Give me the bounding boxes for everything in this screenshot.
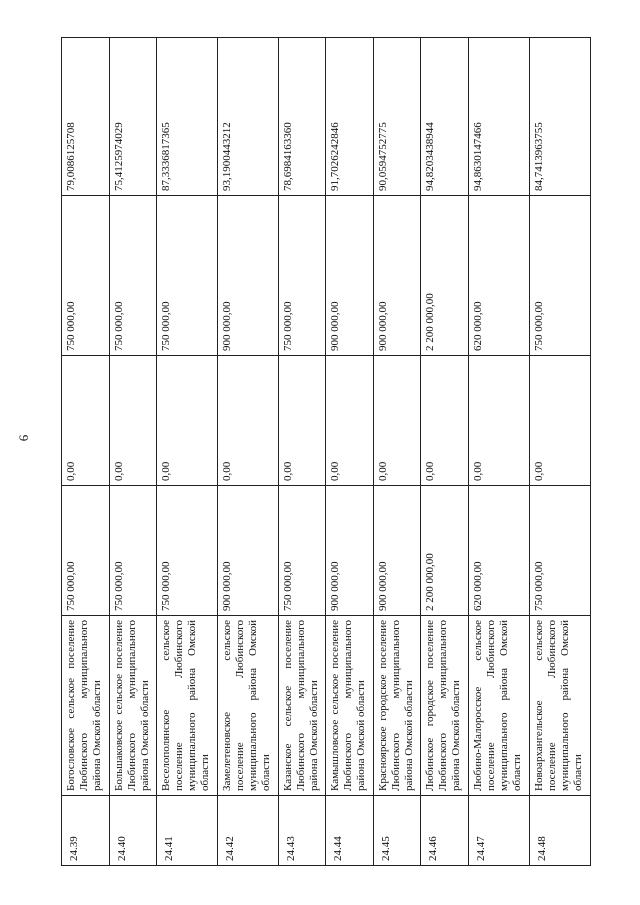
row-number: 24.43 bbox=[278, 796, 326, 866]
amount-cell: 0,00 bbox=[421, 356, 469, 486]
amount-cell: 900 000,00 bbox=[373, 486, 421, 616]
settlement-name: Казанское сельское поселение Любинского муниципального района Омской области bbox=[278, 616, 326, 796]
amount-cell: 750 000,00 bbox=[529, 486, 590, 616]
settlement-name: Любино-Малоросское сельское поселение Любинского муниципального района Омской области bbox=[469, 616, 530, 796]
settlement-name: Большаковское сельское поселение Любинского муниципального района Омской области bbox=[109, 616, 157, 796]
table-row bbox=[62, 38, 110, 866]
amount-cell: 750 000,00 bbox=[529, 196, 590, 356]
amount-cell: 2 200 000,00 bbox=[421, 486, 469, 616]
row-number: 24.45 bbox=[373, 796, 421, 866]
amount-cell: 900 000,00 bbox=[217, 486, 278, 616]
amount-cell: 0,00 bbox=[278, 356, 326, 486]
row-number: 24.41 bbox=[157, 796, 218, 866]
amount-cell: 620 000,00 bbox=[469, 196, 530, 356]
amount-cell: 750 000,00 bbox=[109, 486, 157, 616]
data-table bbox=[61, 37, 591, 866]
amount-cell: 0,00 bbox=[326, 356, 374, 486]
row-number: 24.48 bbox=[529, 796, 590, 866]
percent-cell: 94,8630147466 bbox=[469, 38, 530, 196]
amount-cell: 750 000,00 bbox=[278, 486, 326, 616]
table-row bbox=[469, 38, 530, 866]
percent-cell: 79,0086125708 bbox=[62, 38, 110, 196]
amount-cell: 900 000,00 bbox=[326, 196, 374, 356]
settlement-name: Новоархангельское сельское поселение Любинского муниципального района Омской области bbox=[529, 616, 590, 796]
percent-cell: 84,7413963755 bbox=[529, 38, 590, 196]
amount-cell: 0,00 bbox=[62, 356, 110, 486]
amount-cell: 750 000,00 bbox=[278, 196, 326, 356]
amount-cell: 900 000,00 bbox=[373, 196, 421, 356]
table-row bbox=[278, 38, 326, 866]
row-number: 24.44 bbox=[326, 796, 374, 866]
amount-cell: 0,00 bbox=[109, 356, 157, 486]
table-row bbox=[373, 38, 421, 866]
percent-cell: 90,0594752775 bbox=[373, 38, 421, 196]
amount-cell: 750 000,00 bbox=[62, 486, 110, 616]
amount-cell: 0,00 bbox=[529, 356, 590, 486]
percent-cell: 93,1900443212 bbox=[217, 38, 278, 196]
settlement-name: Веселополянское сельское поселение Любинского муниципального района Омской области bbox=[157, 616, 218, 796]
table-row bbox=[421, 38, 469, 866]
settlement-name: Красноярское городское поселение Любинского муниципального района Омской области bbox=[373, 616, 421, 796]
amount-cell: 900 000,00 bbox=[326, 486, 374, 616]
row-number: 24.47 bbox=[469, 796, 530, 866]
settlement-name: Любинское городское поселение Любинского муниципального района Омской области bbox=[421, 616, 469, 796]
percent-cell: 78,6984163360 bbox=[278, 38, 326, 196]
amount-cell: 750 000,00 bbox=[109, 196, 157, 356]
percent-cell: 94,8203438944 bbox=[421, 38, 469, 196]
amount-cell: 0,00 bbox=[217, 356, 278, 486]
table-row bbox=[217, 38, 278, 866]
settlement-name: Богословское сельское поселение Любинского муниципального района Омской области bbox=[62, 616, 110, 796]
table-row bbox=[529, 38, 590, 866]
percent-cell: 87,3336817365 bbox=[157, 38, 218, 196]
row-number: 24.40 bbox=[109, 796, 157, 866]
amount-cell: 0,00 bbox=[157, 356, 218, 486]
percent-cell: 75,4125974029 bbox=[109, 38, 157, 196]
table-row bbox=[157, 38, 218, 866]
amount-cell: 900 000,00 bbox=[217, 196, 278, 356]
percent-cell: 91,7026242846 bbox=[326, 38, 374, 196]
amount-cell: 750 000,00 bbox=[157, 486, 218, 616]
amount-cell: 0,00 bbox=[469, 356, 530, 486]
amount-cell: 620 000,00 bbox=[469, 486, 530, 616]
settlement-name: Камышловское сельское поселение Любинского муниципального района Омской области bbox=[326, 616, 374, 796]
page-number: 6 bbox=[16, 434, 31, 442]
row-number: 24.46 bbox=[421, 796, 469, 866]
amount-cell: 2 200 000,00 bbox=[421, 196, 469, 356]
table-row bbox=[326, 38, 374, 866]
amount-cell: 750 000,00 bbox=[62, 196, 110, 356]
table-row bbox=[109, 38, 157, 866]
row-number: 24.42 bbox=[217, 796, 278, 866]
settlement-name: Замелетеновское сельское поселение Любинского муниципального района Омской области bbox=[217, 616, 278, 796]
row-number: 24.39 bbox=[62, 796, 110, 866]
amount-cell: 0,00 bbox=[373, 356, 421, 486]
rotated-table-container bbox=[61, 38, 591, 866]
amount-cell: 750 000,00 bbox=[157, 196, 218, 356]
